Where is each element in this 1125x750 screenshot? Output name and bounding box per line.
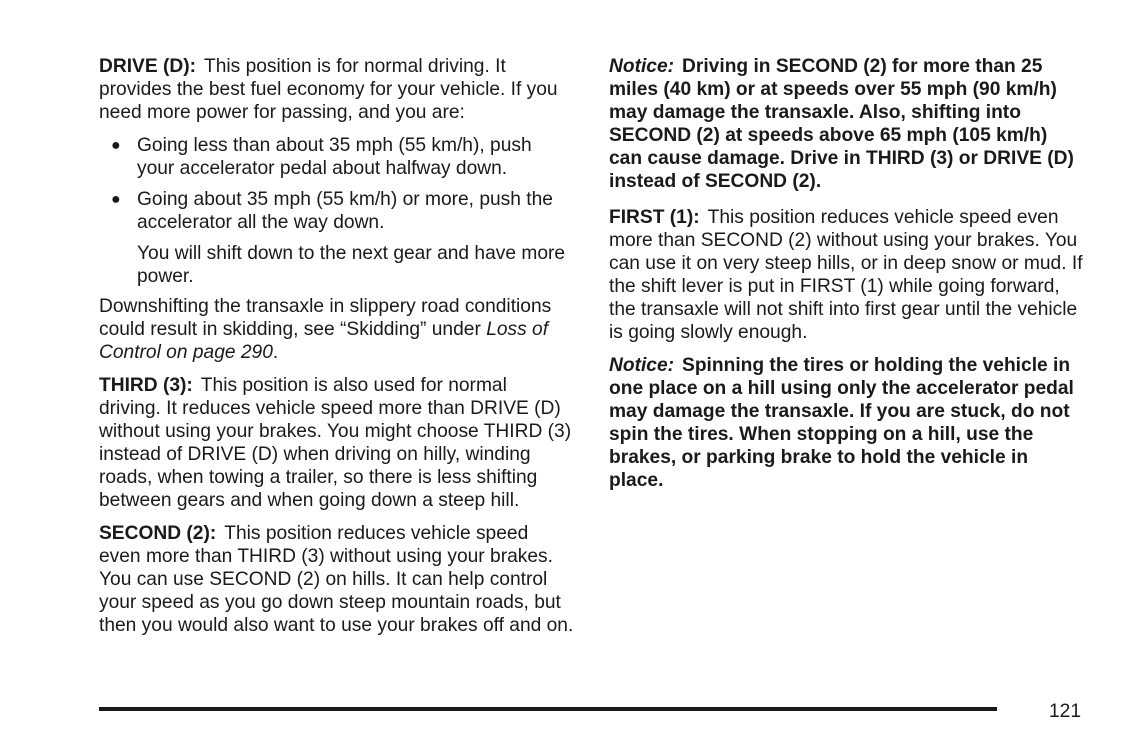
third-term: THIRD (3): — [99, 375, 193, 396]
first-term: FIRST (1): — [609, 207, 700, 228]
third-text: This position is also used for normal driving. It reduces vehicle speed more than DRIVE (D) without using your brakes. You might choose THIRD (3) instead of DRIVE (D) when driving on hilly, winding roads, when towing a trailer, so there is less shifting between gears and when going down a steep hill. — [99, 375, 572, 511]
third-paragraph — [99, 374, 574, 512]
notice-text: Driving in SECOND (2) for more than 25 miles (40 km) or at speeds over 55 mph (90 km/h) may damage the transaxle. Also, shifting into SECOND (2) at speeds above 65 mph (105 km/h) can cause damage. Drive in THIRD (3) or DRIVE (D) instead of SECOND (2). — [609, 56, 1074, 192]
downshift-text: Downshifting the transaxle in slippery road conditions could result in skidding, see “Skidding” under — [99, 296, 552, 340]
bullet-list — [99, 134, 574, 288]
second-term: SECOND (2): — [99, 523, 217, 544]
second-text: This position reduces vehicle speed even more than THIRD (3) without using your brakes. You can use SECOND (2) on hills. It can help control your speed as you go down steep mountain roads, but then you would also want to use your brakes off and on. — [99, 523, 574, 636]
list-item — [99, 188, 574, 234]
bullet-icon: ● — [111, 191, 121, 208]
drive-paragraph — [99, 55, 574, 124]
notice-text: Spinning the tires or holding the vehicle in one place on a hill using only the accelerator pedal may damage the transaxle. If you are stuck, do not spin the tires. When stopping on a hill, use the brakes, or parking brake to hold the vehicle in place. — [609, 355, 1074, 491]
notice-label: Notice: — [609, 56, 675, 77]
downshift-paragraph — [99, 295, 574, 364]
left-column — [99, 55, 574, 647]
notice-second-gear — [609, 55, 1084, 193]
second-paragraph — [99, 522, 574, 637]
list-item — [99, 134, 574, 180]
notice-label: Notice: — [609, 355, 675, 376]
downshift-end: . — [272, 342, 279, 363]
bullet-icon: ● — [111, 137, 121, 154]
bullet-text: Going about 35 mph (55 km/h) or more, push the accelerator all the way down. — [137, 189, 553, 233]
bullet-note: You will shift down to the next gear and have more power. — [137, 243, 566, 287]
notice-tire-spinning — [609, 354, 1084, 492]
first-paragraph — [609, 206, 1084, 344]
page-number: 121 — [1049, 701, 1082, 722]
footer-rule — [99, 707, 997, 711]
drive-text: This position is for normal driving. It provides the best fuel economy for your vehicle. If you need more power for passing, and you are: — [99, 56, 558, 123]
downshift-reference: Loss of Control on page 290 — [99, 319, 549, 363]
drive-term: DRIVE (D): — [99, 56, 196, 77]
bullet-text: Going less than about 35 mph (55 km/h), push your accelerator pedal about halfway down. — [137, 135, 532, 179]
first-text: This position reduces vehicle speed even more than SECOND (2) without using your brakes. You can use it on very steep hills, or in deep snow or mud. If the shift lever is put in FIRST (1) while going forward, the transaxle will not shift into first gear until the vehicle is going slowly enough. — [609, 207, 1083, 343]
right-column — [609, 55, 1084, 505]
